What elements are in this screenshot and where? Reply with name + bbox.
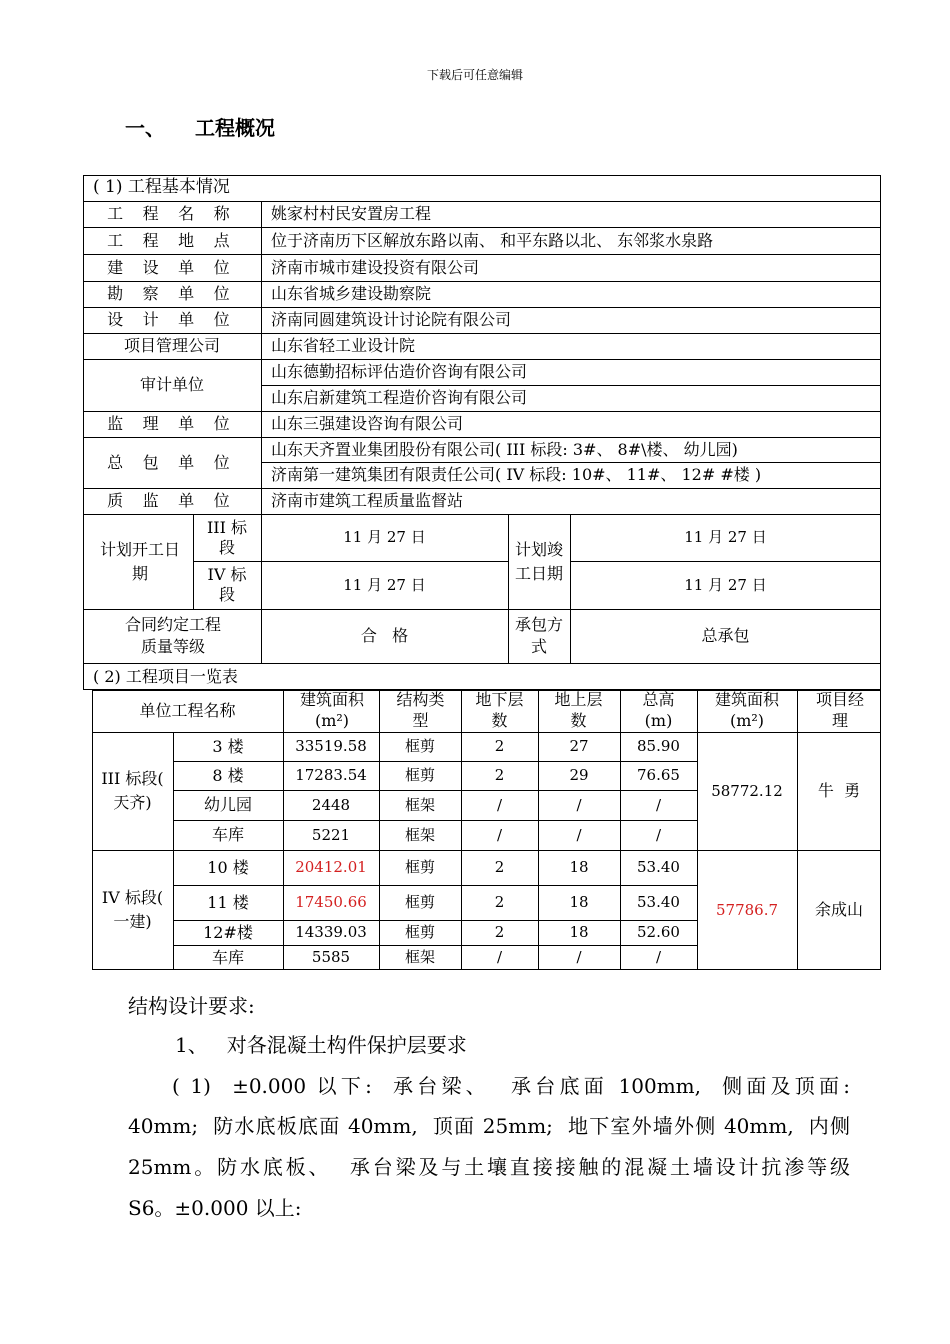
row-structure: 框剪 <box>404 923 435 942</box>
col-header-above: 地上层数 <box>554 690 603 730</box>
row-unit-name: 车库 <box>211 947 244 967</box>
row-area: 2448 <box>311 795 351 814</box>
label-project-location: 工 程 地 点 <box>107 230 237 250</box>
row-below-floors: 2 <box>494 858 505 877</box>
row-area: 5221 <box>311 825 351 844</box>
col-header-below: 地下层数 <box>475 690 524 730</box>
row-area: 33519.58 <box>295 737 367 756</box>
label-quality: 质 监 单 位 <box>107 491 237 510</box>
group-total-area-section-3: 58772.12 <box>711 781 783 800</box>
projects-heading: ( 2) 工程项目一览表 <box>93 666 238 686</box>
label-contractor: 总 包 单 位 <box>107 452 237 472</box>
value-project-name: 姚家村村民安置房工程 <box>271 204 432 223</box>
value-start-section-4: 11 月 27 日 <box>343 575 426 594</box>
row-unit-name: 幼儿园 <box>203 795 252 814</box>
body-line-1: ( 1) ±0.000 以下: 承台梁、 承台底面 100mm, 侧面及顶面: <box>172 1074 850 1098</box>
row-below-floors: / <box>496 948 503 967</box>
row-height: 85.90 <box>637 737 680 756</box>
row-area: 14339.03 <box>295 923 367 942</box>
row-above-floors: / <box>576 795 582 814</box>
col-header-height: 总高(m) <box>642 690 675 730</box>
row-area: 20412.01 <box>295 858 367 877</box>
label-audit: 审计单位 <box>139 375 204 394</box>
row-structure: 框剪 <box>404 737 435 756</box>
label-start-date: 计划开工日期 <box>99 539 180 583</box>
row-structure: 框剪 <box>404 858 435 877</box>
row-above-floors: / <box>576 825 582 844</box>
label-survey: 勘 察 单 位 <box>107 284 237 303</box>
body-line-2: 40mm; 防水底板底面 40mm, 顶面 25mm; 地下室外墙外侧 40mm, 内侧 <box>128 1114 850 1138</box>
row-below-floors: / <box>496 825 503 844</box>
value-contractor-2: 济南第一建筑集团有限责任公司( IV 标段: 10#、 11#、 12# #楼 ) <box>271 465 762 484</box>
value-start-section-3: 11 月 27 日 <box>343 528 426 547</box>
label-contract-mode: 承包方式 <box>514 615 563 656</box>
structure-heading: 结构设计要求: <box>128 994 255 1018</box>
value-audit-1: 山东德勤招标评估造价咨询有限公司 <box>271 362 528 381</box>
value-quality: 济南市建筑工程质量监督站 <box>271 491 464 510</box>
label-section-4: IV 标段 <box>207 565 247 604</box>
group-manager-section-4: 余成山 <box>814 900 863 919</box>
row-below-floors: 2 <box>494 923 505 942</box>
row-unit-name: 10 楼 <box>207 857 249 877</box>
value-owner: 济南市城市建设投资有限公司 <box>271 257 480 277</box>
col-header-unit-name: 单位工程名称 <box>139 701 236 720</box>
col-header-structure: 结构类型 <box>396 690 445 730</box>
group-name-section-3: III 标段( 天齐) <box>101 769 164 812</box>
row-structure: 框剪 <box>404 766 435 785</box>
value-design: 济南同圆建筑设计讨论院有限公司 <box>271 310 512 329</box>
label-section-3: III 标段 <box>206 517 248 557</box>
value-finish-section-3: 11 月 27 日 <box>684 528 767 547</box>
label-finish-date: 计划竣工日期 <box>514 539 563 583</box>
value-contractor-1: 山东天齐置业集团股份有限公司( III 标段: 3#、 8#\楼、 幼儿园) <box>271 439 738 459</box>
label-owner: 建 设 单 位 <box>107 257 237 277</box>
row-unit-name: 3 楼 <box>212 736 244 756</box>
row-height: / <box>655 948 662 967</box>
row-above-floors: 18 <box>569 893 589 912</box>
col-header-manager: 项目经理 <box>815 690 864 730</box>
col-header-total-area: 建筑面积(m²) <box>714 690 779 730</box>
row-height: / <box>655 825 662 844</box>
row-height: 53.40 <box>637 858 680 877</box>
row-area: 17450.66 <box>295 893 367 912</box>
row-above-floors: 18 <box>569 858 589 877</box>
value-quality-grade: 合 格 <box>360 626 409 645</box>
row-structure: 框剪 <box>404 893 435 912</box>
row-unit-name: 车库 <box>211 825 244 844</box>
section-number: 一、 <box>125 116 165 140</box>
row-height: 76.65 <box>637 766 680 785</box>
row-above-floors: 18 <box>569 923 589 942</box>
row-structure: 框架 <box>404 795 435 814</box>
row-height: 53.40 <box>637 893 680 912</box>
label-supervision: 监 理 单 位 <box>107 414 237 433</box>
row-height: 52.60 <box>637 923 680 942</box>
row-unit-name: 8 楼 <box>212 765 244 785</box>
row-area: 5585 <box>311 948 351 967</box>
value-finish-section-4: 11 月 27 日 <box>684 575 767 594</box>
value-pm-company: 山东省轻工业设计院 <box>271 336 416 355</box>
row-structure: 框架 <box>404 825 435 844</box>
basic-info-heading: ( 1) 工程基本情况 <box>93 177 230 198</box>
label-design: 设 计 单 位 <box>107 310 237 329</box>
row-unit-name: 11 楼 <box>207 892 249 912</box>
row-below-floors: / <box>496 795 503 814</box>
label-quality-grade: 合同约定工程质量等级 <box>125 615 222 656</box>
row-area: 17283.54 <box>295 766 367 785</box>
row-below-floors: 2 <box>494 737 505 756</box>
value-contract-mode: 总承包 <box>701 626 750 645</box>
row-below-floors: 2 <box>494 893 505 912</box>
body-line-4: S6。±0.000 以上: <box>128 1196 302 1220</box>
row-height: / <box>655 795 662 814</box>
value-audit-2: 山东启新建筑工程造价咨询有限公司 <box>271 388 528 407</box>
label-pm-company: 项目管理公司 <box>123 336 220 355</box>
group-total-area-section-4: 57786.7 <box>715 900 779 919</box>
group-name-section-4: IV 标段( 一建) <box>101 888 164 931</box>
section-title-text: 工程概况 <box>195 116 275 140</box>
group-manager-section-3: 牛 勇 <box>817 781 861 800</box>
value-project-location: 位于济南历下区解放东路以南、 和平东路以北、 东邻浆水泉路 <box>271 230 714 250</box>
row-unit-name: 12#楼 <box>203 922 253 942</box>
value-supervision: 山东三强建设咨询有限公司 <box>271 414 464 433</box>
label-project-name: 工 程 名 称 <box>107 204 237 223</box>
row-above-floors: 29 <box>569 766 589 785</box>
row-structure: 框架 <box>404 948 435 967</box>
section-title <box>125 112 275 141</box>
value-survey: 山东省城乡建设勘察院 <box>271 284 432 303</box>
header-note: 下载后可任意编辑 <box>426 68 523 82</box>
col-header-area: 建筑面积(m²) <box>299 690 364 730</box>
body-line-3: 25mm。防水底板、 承台梁及与土壤直接接触的混凝土墙设计抗渗等级 <box>128 1155 850 1179</box>
row-above-floors: / <box>576 948 582 967</box>
row-above-floors: 27 <box>569 737 589 756</box>
requirement-item-1: 1、 对各混凝土构件保护层要求 <box>175 1033 467 1057</box>
row-below-floors: 2 <box>494 766 505 785</box>
